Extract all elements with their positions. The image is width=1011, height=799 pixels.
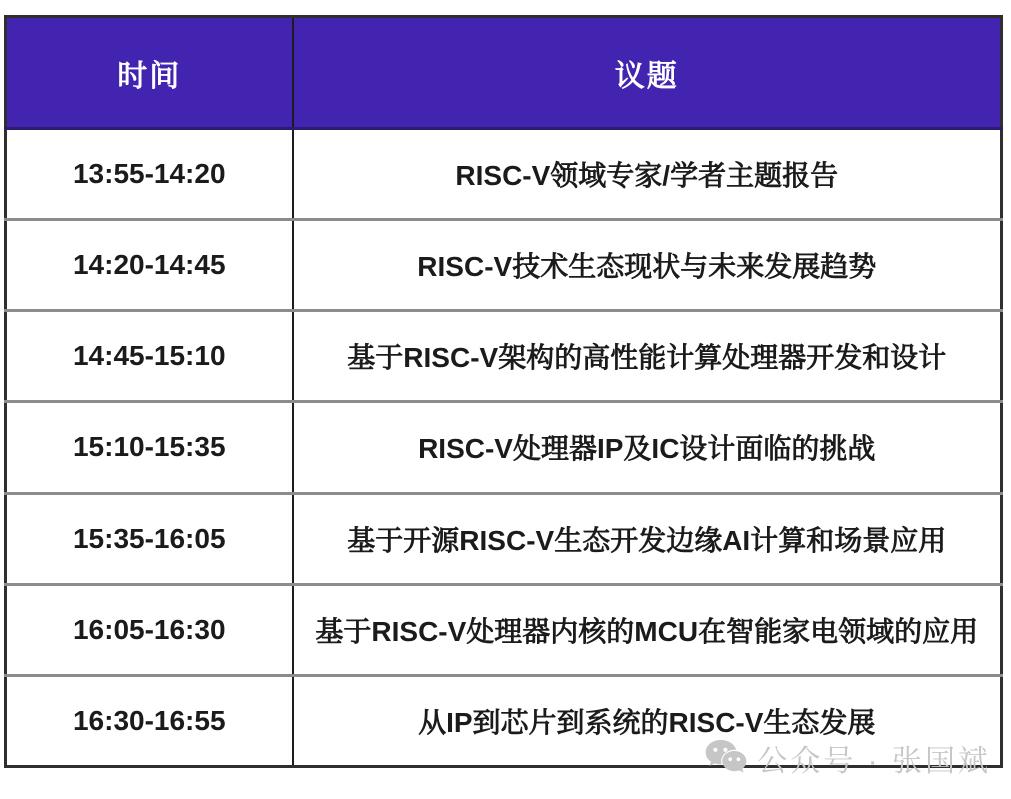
table-row — [6, 129, 1002, 220]
session-time: 15:35-16:05 — [6, 493, 293, 584]
session-time: 16:05-16:30 — [6, 584, 293, 675]
table-row — [6, 220, 1002, 311]
session-topic: 基于开源RISC-V生态开发边缘AI计算和场景应用 — [293, 493, 1002, 584]
col-header-topic: 议题 — [293, 17, 1002, 129]
table-header-row — [6, 17, 1002, 129]
session-time: 14:45-15:10 — [6, 311, 293, 402]
table-row — [6, 584, 1002, 675]
session-topic: RISC-V处理器IP及IC设计面临的挑战 — [293, 402, 1002, 493]
session-topic: RISC-V领域专家/学者主题报告 — [293, 129, 1002, 220]
session-topic: 基于RISC-V处理器内核的MCU在智能家电领域的应用 — [293, 584, 1002, 675]
col-header-time: 时间 — [6, 17, 293, 129]
table-row — [6, 493, 1002, 584]
agenda-table — [4, 15, 1003, 768]
session-time: 14:20-14:45 — [6, 220, 293, 311]
table-row — [6, 311, 1002, 402]
watermark-text: 公众号 · 张国斌 — [757, 745, 991, 778]
watermark — [705, 736, 991, 780]
session-topic: 从IP到芯片到系统的RISC-V生态发展 — [293, 675, 1002, 766]
session-time: 15:10-15:35 — [6, 402, 293, 493]
wechat-icon — [705, 739, 747, 777]
session-time: 13:55-14:20 — [6, 129, 293, 220]
session-time: 16:30-16:55 — [6, 675, 293, 766]
session-topic: 基于RISC-V架构的高性能计算处理器开发和设计 — [293, 311, 1002, 402]
session-topic: RISC-V技术生态现状与未来发展趋势 — [293, 220, 1002, 311]
table-row — [6, 402, 1002, 493]
